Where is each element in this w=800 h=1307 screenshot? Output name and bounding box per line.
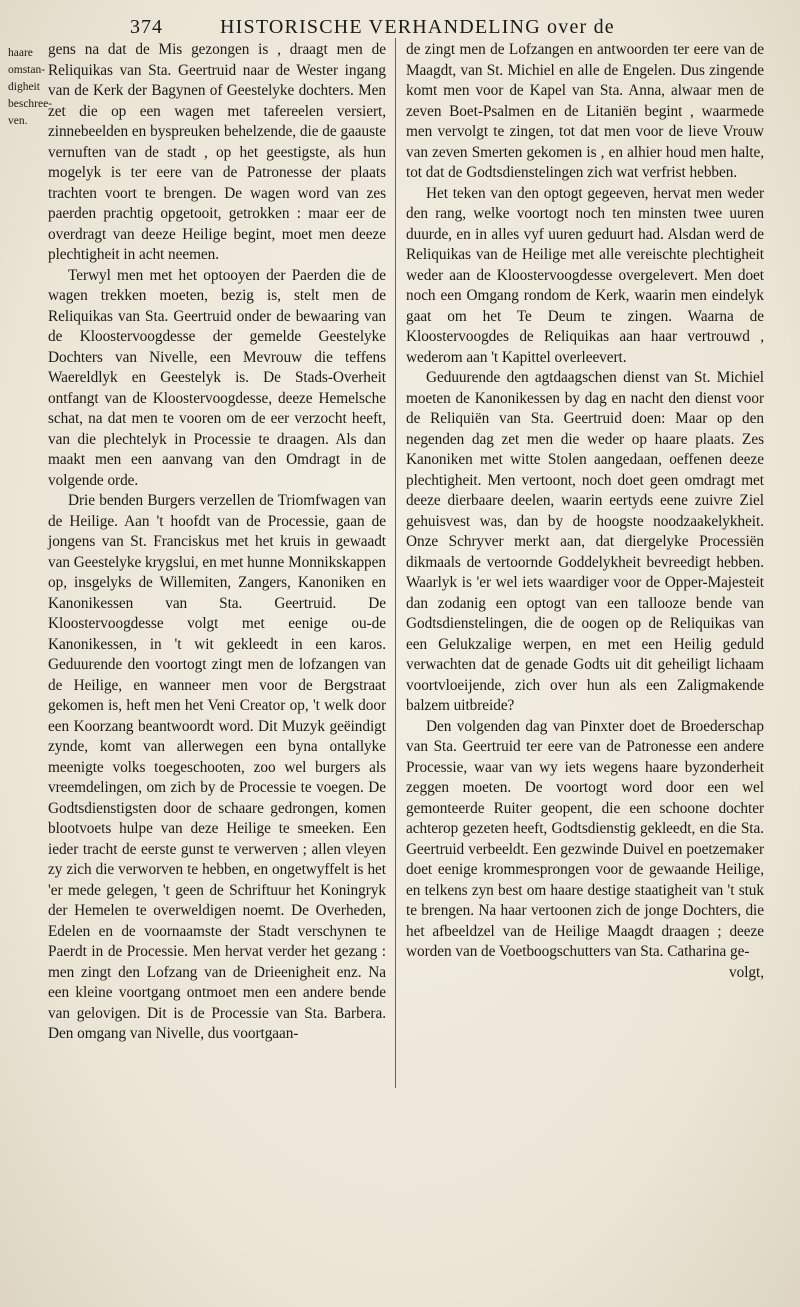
paragraph: Den volgenden dag van Pinxter doet de Broederschap van Sta. Geertruid ter eere van de Patronesse een andere Processie, waar van wy iets wegens haare byzonderheit zeggen moeten. De voortogt word door een wel gemonteerde Ruiter geopent, die een schoone dochter achterop gezeten heeft, Godtsdienstig gekleedt, en die Sta. Geertruid verbeeldt. Een gezwinde Duivel en poetzemaker doet eenige krommesprongen voor de gewaande Heilige, en telkens zyn best om haare destige staatigheit van 't stuk te brengen. Na haar vertoonen zich de jonge Dochters, die het afbeeldzel van de Heilige Maagdt draagen ; deeze worden van de Voetboogschutters van Sta. Catharina ge- — [406, 717, 764, 960]
margin-note-line: digheit — [8, 81, 40, 93]
margin-note-line: omstan- — [8, 64, 46, 76]
paragraph: Terwyl men met het optooyen der Paerden die de wagen trekken moeten, bezig is, stelt men de Reliquikas van Sta. Geertruid onder de bewaaring van de Kloostervoogdesse der gemelde Geestelyke Dochters van Nivelle, een Mevrouw die teffens Waereldlyk en Geestelyk is. De Stads-Overheit ontfangt van de Kloostervoogdesse, deeze Hemelsche schat, na dat men te vooren om de eer verzocht heeft, van die plechtelyk in Processie te draagen. Als dan maakt men een aanvang van den Omdragt in de volgende orde. — [48, 266, 386, 489]
column-divider — [395, 38, 396, 1088]
margin-note-line: ven. — [8, 115, 28, 127]
page-number: 374 — [130, 16, 163, 38]
running-title: HISTORISCHE VERHANDELING over de — [220, 16, 615, 38]
paragraph: Het teken van den optogt gegeeven, hervat men weder den rang, welke voortogt noch ten minsten twee uuren duurde, en in alles vyf uuren geduurt had. Alsdan werd de Reliquikas van de Heilige met alle vereischte plechtigheit weder aan de Kloostervoogdesse overgelevert. Men doet noch een Omgang rondom de Kerk, waarin men eindelyk gaat om het Te Deum te zingen. Waarna de Kloostervoogdes de Reliquikas aan haar vertrouwd , wederom aan 't Kapittel overleevert. — [406, 184, 764, 366]
paragraph: Drie benden Burgers verzellen de Triomfwagen van de Heilige. Aan 't hoofdt van de Processie, gaan de jongens van St. Franciskus met het kruis in gewaadt van Geestelyke krygslui, en met hunne Monnikskappen op, insgelyks de Willemiten, Zangers, Kanoniken en Kanonikessen van Sta. Geertruid. De Kloostervoogdesse volgt met eenige ou-de Kanonikessen, in 't wit gekleedt in een karos. Geduurende den voortogt zingt men de lofzangen van de Heilige, en wanneer men voor de Bergstraat gekomen is, heft men het Veni Creator op, 't welk door een Koorzang beantwoordt word. Dit Muzyk geëindigt zynde, komt van allerwegen een byna ontallyke meenigte volks toegeschooten, zoo wel burgers als vreemdelingen, om zich by de Processie te voegen. De Godtsdienstigsten door de schaare gedrongen, komen blootvoets hulpe van deze Heilige te smeeken. Een ieder tracht de eerste gunst te verwerven ; allen vleyen zy zich die verworven te hebben, en ongetwyffelt is het 'er mede gelegen, 't geen de Schriftuur het Koningryk der Hemelen te overweldigen noemt. De Overheden, Edelen en de voornaamste der Stadt verschynen te Paerdt in de Processie. Men hervat verder het gezang : men zingt den Lofzang van de Drieenigheit enz. Na een kleine voortgang ontmoet men een andere bende van gelovigen. Dit is de Processie van Sta. Barbera. Den omgang van Nivelle, dus voortgaan- — [48, 492, 386, 1042]
margin-note — [8, 45, 53, 130]
margin-note-line: beschree- — [8, 98, 53, 110]
catchword: volgt, — [729, 963, 764, 981]
paragraph: gens na dat de Mis gezongen is , draagt men de Reliquikas van Sta. Geertruid naar de Wester ingang van de Kerk der Bagynen of Geestelyke dochters. Men zet die op een wagen met tafereelen versiert, zinnebeelden en byspreuken behelzende, die de gaauste vernuften van de stadt , op het geestigste, als hun mogelyk is ter eere van de Patronesse der plaats trachten voort te brengen. De wagen word van zes paerden prachtig opgetooit, getrokken : maar eer de overdragt van deeze Heilige begint, moet men deeze plechtigheit in acht neemen. — [48, 41, 386, 263]
margin-note-line: haare — [8, 47, 33, 59]
right-column — [406, 40, 764, 983]
page-header — [126, 12, 766, 42]
left-column — [48, 40, 386, 1045]
paragraph: Geduurende den agtdaagschen dienst van St. Michiel moeten de Kanonikessen by dag en nacht den dienst voor de Reliquiën van Sta. Geertruid doen: Maar op den negenden dag zet men die weder op haare plaats. Zes Kanoniken met witte Stolen aangedaan, oeffenen deeze plechtigheit. Men vertoont, noch doet geen omdragt met deeze dierbaare deelen, waarin eertyds eene zuivre Ziel gehuisvest was, dan by de hoogste noodzaakelykheit. Onze Schryver merkt aan, dat diergelyke Processiën dikmaals de vertoornde Goddelykheit bevreedigt hebben. Waarlyk is 'er wel iets waardiger voor de Opper-Majesteit dan zodanig een optogt van een tallooze bende van Godtsdienstelingen, die de oogen op de Reliquikas van een Gelukzalige werpen, en met een Heilig geduld verwachten dat de genade Godts uit dit geheiligt lichaam voortvloeijende, zich over hun als een Zaligmakende balzem uitbreide? — [406, 369, 764, 714]
paragraph: de zingt men de Lofzangen en antwoorden ter eere van de Maagdt, van St. Michiel en alle de Engelen. Dus zingende komt men voor de Kapel van Sta. Anna, alwaar men de zeven Boet-Psalmen en de Litaniën begint , waarmede men vervolgt te zingen, tot dat men voor de lieve Vrouw van zeven Smerten gekomen is , en alhier houd men halte, tot dat de Godtsdienstelingen zich wat verfrist hebben. — [406, 41, 764, 181]
